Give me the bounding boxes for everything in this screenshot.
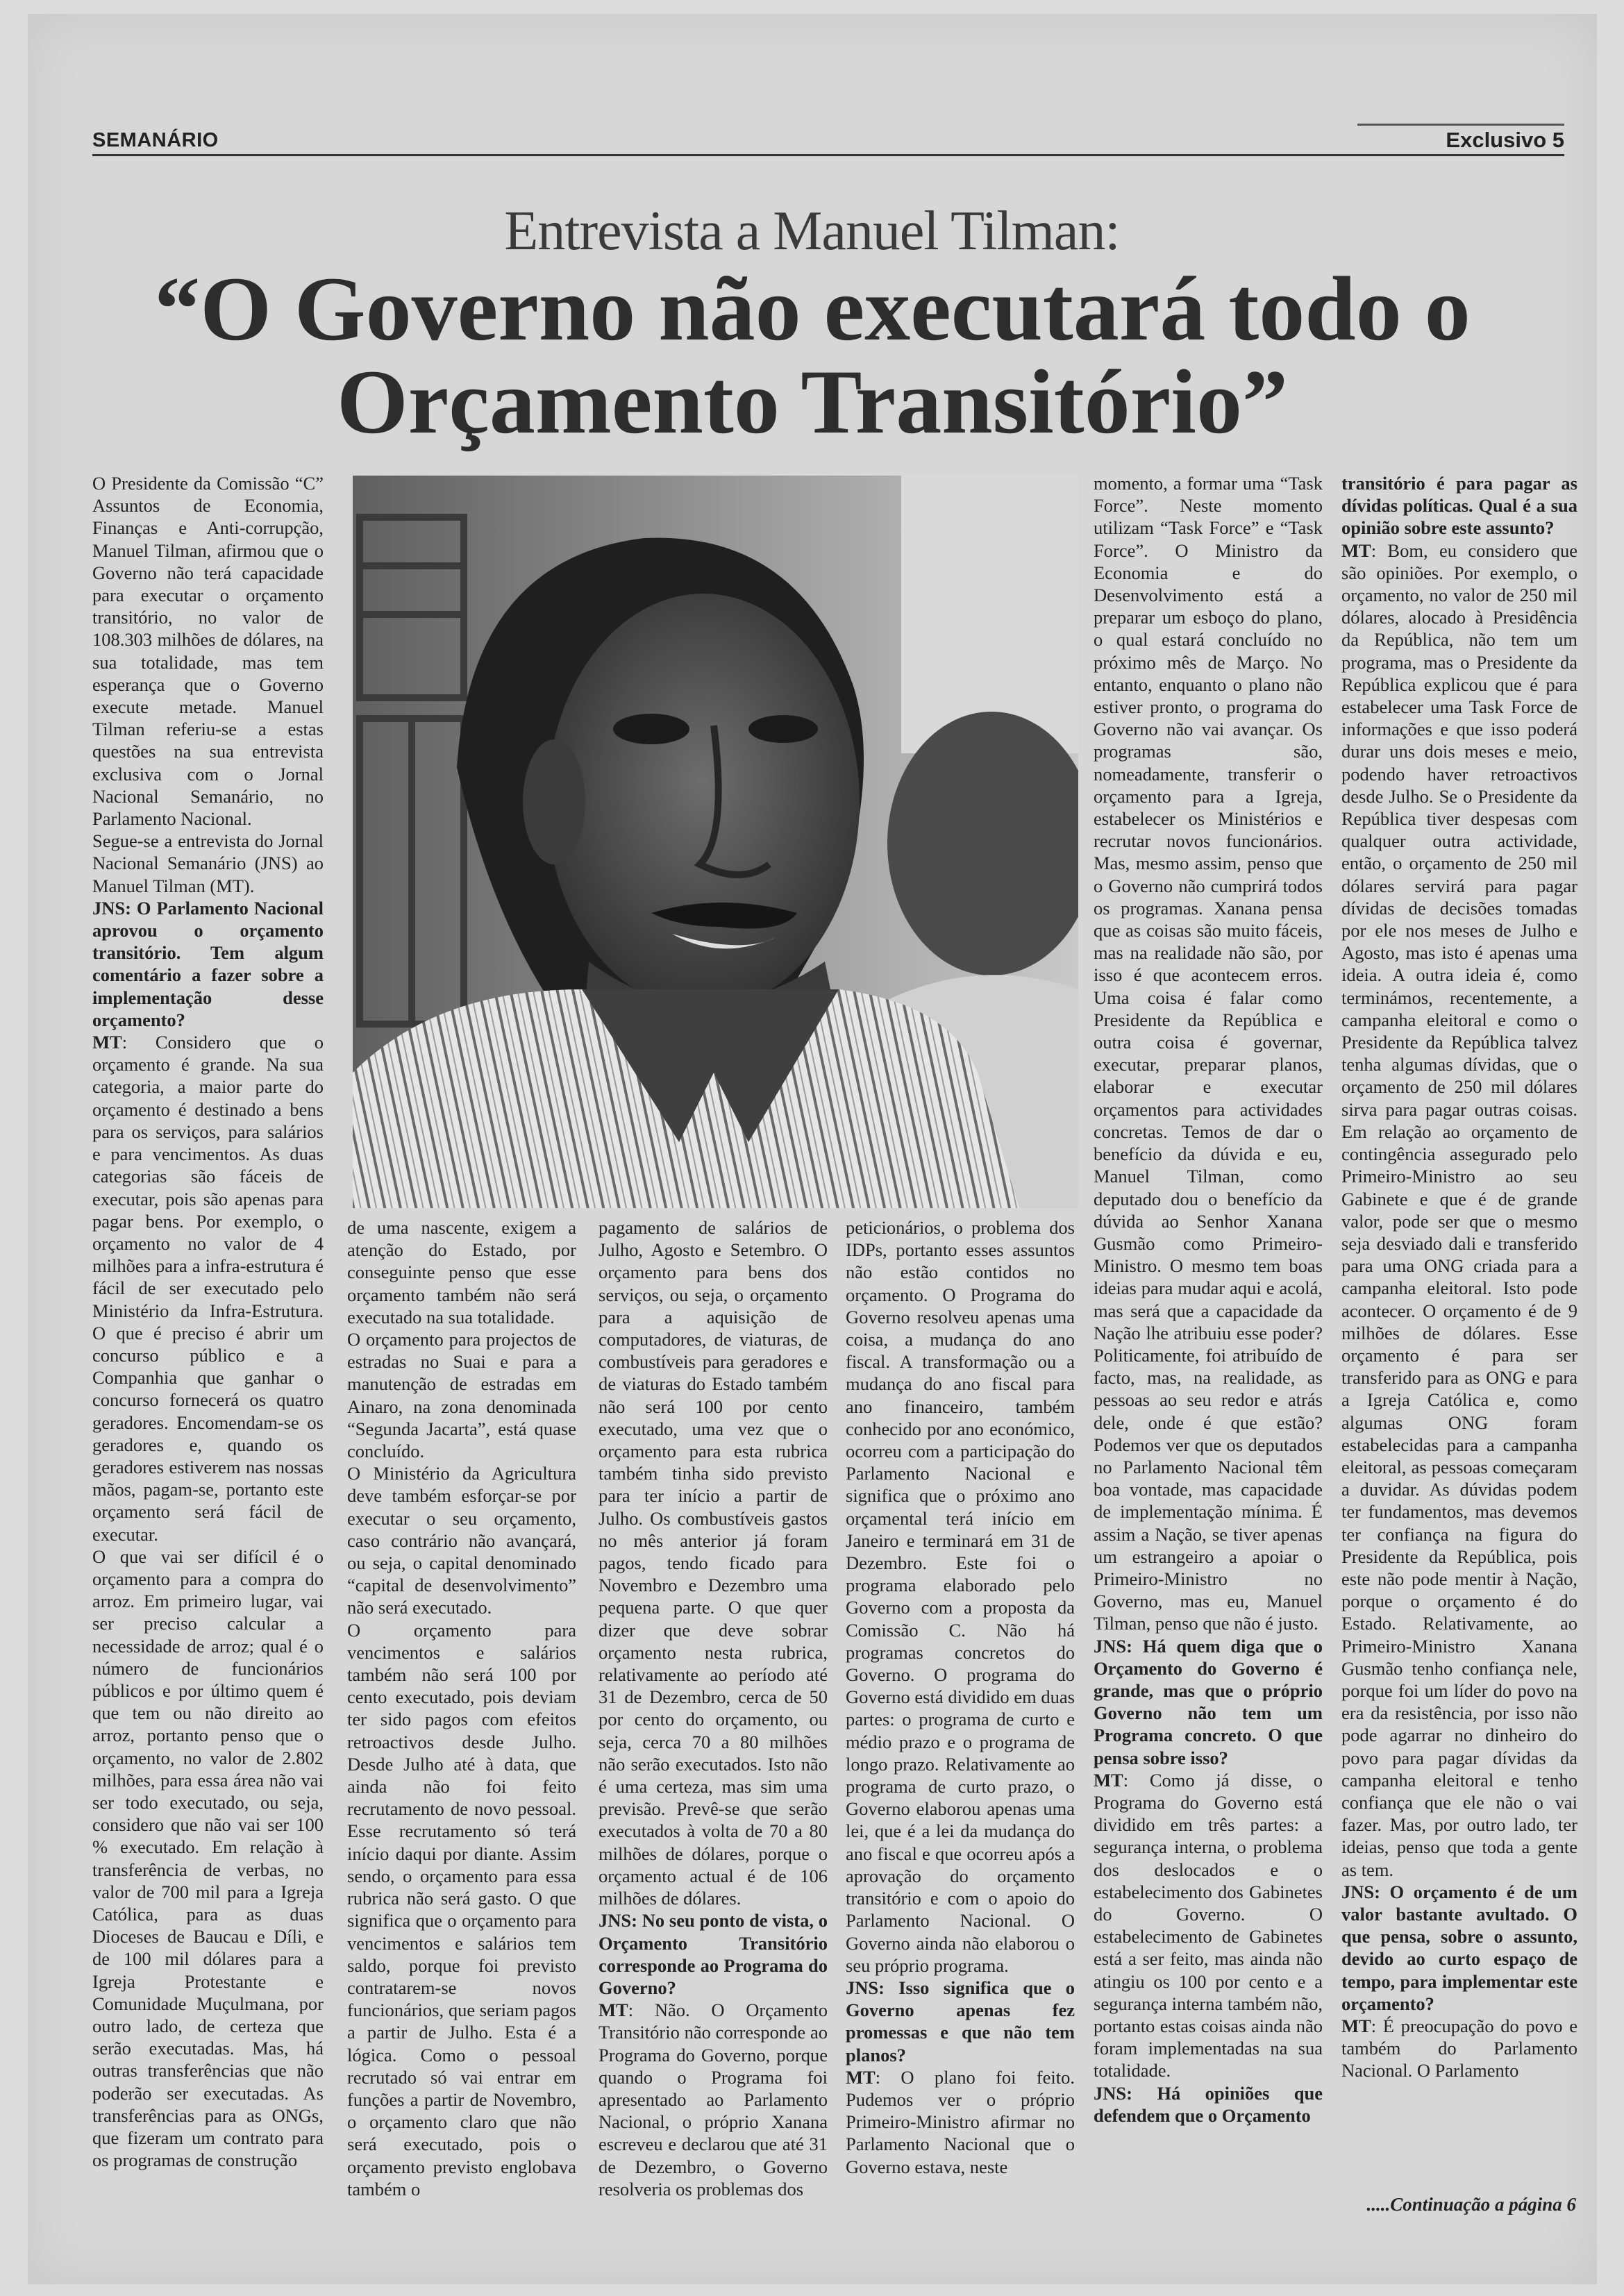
- interview-answer: [1094, 1769, 1323, 2082]
- answer-text: : Bom, eu considero que são opiniões. Por exemplo, o orçamento, no valor de 250 mil dólares, alocado à Presidência da República, não tem um programa, mas o Presidente da República explicou que é para estabelecer uma Task Force de informações e que isso poderá durar uns dois meses e meio, podendo haver retroactivos desde Julho. Se o Presidente da República tiver despesas com qualquer outra actividade, então, o orçamento de 250 mil dólares servirá para pagar dívidas de decisões tomadas por ele nos meses de Julho e Agosto, mas isto é apenas uma ideia. A outra ideia é, como terminámos, recentemente, a campanha eleitoral e como o Presidente da República talvez tenha algumas dívidas, que o orçamento de 250 mil dólares sirva para pagar outras coisas. Em relação ao orçamento de contingência assegurado pelo Primeiro-Ministro ao seu Gabinete e que é de grande valor, pode ser que o mesmo seja desviado dali e transferido para uma ONG criada para a campanha eleitoral. Isto pode acontecer. O orçamento é de 9 milhões de dólares. Esse orçamento é para ser transferido para as ONG e para a Igreja Católica e, como algumas ONG foram estabelecidas para a campanha eleitoral, as pessoas começaram a duvidar. As dúvidas podem ter fundamentos, mas devemos ter confiança na figura do Presidente da República, pois este não pode mentir à Nação, porque o orçamento é do Estado. Relativamente, ao Primeiro-Ministro Xanana Gusmão tenho confiança nele, porque foi um líder do povo na era da resistência, por isso não pode agarrar no dinheiro do povo para pagar dívidas da campanha eleitoral e tenho confiança que ele não o vai fazer. Mas, por outro lado, ter ideias, penso que toda a gente as tem.: [1341, 539, 1577, 1880]
- speaker-label: MT: [1094, 1769, 1123, 1791]
- answer-text: : Não. O Orçamento Transitório não corresponde ao Programa do Governo, porque quando o Programa foi apresentado ao Parlamento Nacional, o próprio Xanana escreveu e declarou que até 31 de Dezembro, o Governo resolveria os problemas dos: [598, 2000, 828, 2199]
- body-paragraph: momento, a formar uma “Task Force”. Neste momento utilizam “Task Force” e “Task Force”. O Ministro da Economia e do Desenvolvimento está a preparar um esboço do plano, o qual estará concluído no próximo mês de Março. No entanto, enquanto o plano não estiver pronto, o programa do Governo não vai avançar. Os programas são, nomeadamente, transferir o orçamento para a Igreja, estabelecer os Ministérios e recrutar novos funcionários. Mas, mesmo assim, penso que o Governo não cumprirá todos os programas. Xanana pensa que as coisas são muito fáceis, mas na realidade não são, por isso é que acontecem erros. Uma coisa é falar como Presidente da República e outra coisa é governar, executar, preparar planos, elaborar e executar orçamentos para actividades concretas. Temos de dar o benefício da dúvida e eu, Manuel Tilman, como deputado dou o benefício da dúvida ao Senhor Xanana Gusmão como Primeiro-Ministro. O mesmo tem boas ideias para mudar aqui e acolá, mas será que a capacidade da Nação lhe atribuiu esse poder? Politicamente, foi atribuído de facto, mas, na realidade, as pessoas ao seu redor e atrás dele, onde é que estão? Podemos ver que os deputados no Parlamento Nacional têm boa vontade, mas capacidade de implementação mínima. É assim a Nação, se tiver apenas um estrangeiro a apoiar o Primeiro-Ministro no Governo, mas eu, Manuel Tilman, penso que não é justo.: [1094, 473, 1323, 1634]
- interviewee-photo: [353, 476, 1078, 1208]
- body-paragraph: O Presidente da Comissão “C” Assuntos de Economia, Finanças e Anti-corrupção, Manuel Tilman, afirmou que o Governo não terá capacidade para executar o orçamento transitório, no valor de 108.303 milhões de dólares, na sua totalidade, mas tem esperança que o Governo execute metade. Manuel Tilman referiu-se a estas questões na sua entrevista exclusiva com o Jornal Nacional Semanário, no Parlamento Nacional.: [92, 473, 324, 830]
- body-paragraph: pagamento de salários de Julho, Agosto e Setembro. O orçamento para bens dos serviços, ou seja, o orçamento para a aquisição de computadores, de viaturas, de combustíveis para geradores e de viaturas do Estado também não será 100 por cento executado, uma vez que o orçamento para esta rubrica também tinha sido previsto para ter início a partir de Julho. Os combustíveis gastos no mês anterior já foram pagos, tendo ficado para Novembro e Dezembro uma pequena parte. O que quer dizer que deve sobrar orçamento nesta rubrica, relativamente ao período até 31 de Dezembro, cerca de 50 por cento do orçamento, ou seja, cerca 70 a 80 milhões não serão executados. Isto não é uma certeza, mas sim uma previsão. Prevê-se que serão executados à volta de 70 a 80 milhões de dólares, porque o orçamento actual é de 106 milhões de dólares.: [598, 1217, 828, 1909]
- interview-answer: [846, 2066, 1075, 2178]
- body-paragraph: peticionários, o problema dos IDPs, portanto esses assuntos não estão contidos no orçamento. O Programa do Governo resolveu apenas uma coisa, a mudança do ano fiscal. A transformação ou a mudança do ano fiscal para ano financeiro, também conhecido por ano económico, ocorreu com a participação do Parlamento Nacional e significa que o próximo ano orçamental terá início em Janeiro e terminará em 31 de Dezembro. Este foi o programa elaborado pelo Governo com a proposta da Comissão C. Não há programas concretos do Governo. O programa do Governo está dividido em duas partes: o programa de curto e médio prazo e o programa de longo prazo. Relativamente ao programa de curto prazo, o Governo elaborou apenas uma lei, que é a lei da mudança do ano fiscal e que ocorreu após a aprovação do orçamento transitório e com o apoio do Parlamento Nacional. O Governo ainda não elaborou o seu próprio programa.: [846, 1217, 1075, 1976]
- body-paragraph: Segue-se a entrevista do Jornal Nacional Semanário (JNS) ao Manuel Tilman (MT).: [92, 830, 324, 896]
- column-right-2: [1341, 472, 1577, 2180]
- column-mid-1: [347, 1216, 576, 2230]
- interview-question: JNS: Há quem diga que o Orçamento do Governo é grande, mas que o próprio Governo não tem um Programa concreto. O que pensa sobre isso?: [1094, 1635, 1323, 1768]
- article-headline: “O Governo não executará todo o Orçamento Transitório”: [154, 258, 1471, 453]
- column-mid-3: [846, 1216, 1075, 2230]
- interview-question: JNS: Há opiniões que defendem que o Orçamento: [1094, 2082, 1323, 2126]
- interview-question: transitório é para pagar as dívidas políticas. Qual é a sua opinião sobre este assunto?: [1341, 473, 1577, 539]
- speaker-label: MT: [1341, 539, 1371, 561]
- body-paragraph: O orçamento para vencimentos e salários também não será 100 por cento executado, pois deviam ter sido pagos com efeitos retroactivos desde Julho. Desde Julho até à data, que ainda não foi feito recrutamento de novo pessoal. Esse recrutamento só terá início daqui por diante. Assim sendo, o orçamento para essa rubrica não será gasto. O que significa que o orçamento para vencimentos e salários tem saldo, porque foi previsto contratarem-se novos funcionários, que seriam pagos a partir de Julho. Esta é a lógica. Como o pessoal recrutado só vai entrar em funções a partir de Novembro, o orçamento claro que não será executado, pois o orçamento previsto englobava também o: [347, 1619, 576, 2199]
- interview-answer: [1341, 2015, 1577, 2082]
- column-right-1: [1094, 472, 1323, 2229]
- answer-text: : Considero que o orçamento é grande. Na sua categoria, a maior parte do orçamento é destinado a bens para os serviços, para salários e para vencimentos. As duas categorias são fáceis de executar, pois são apenas para pagar bens. Por exemplo, o orçamento no valor de 4 milhões para a infra-estrutura é fácil de ser executado pelo Ministério da Infra-Estrutura. O que é preciso é abrir um concurso público e a Companhia que ganhar o concurso fornecerá os quatro geradores. Encomendam-se os geradores e, quando os geradores estiverem nas nossas mãos, pagam-se, portanto este orçamento será fácil de executar.: [92, 1032, 324, 1545]
- column-intro: [92, 472, 324, 2229]
- interview-question: JNS: Isso significa que o Governo apenas fez promessas e que não tem planos?: [846, 1977, 1075, 2065]
- interview-answer: [1341, 539, 1577, 1881]
- body-paragraph: O Ministério da Agricultura deve também esforçar-se por executar o seu orçamento, caso contrário não avançará, ou seja, o capital denominado “capital de desenvolvimento” não será executado.: [347, 1463, 576, 1618]
- interview-answer: [598, 1999, 828, 2200]
- body-paragraph: O que vai ser difícil é o orçamento para a compra do arroz. Em primeiro lugar, vai ser preciso calcular a necessidade de arroz; qual é o número de funcionários públicos e por último quem é que tem ou não direito ao arroz, portanto penso que o orçamento, no valor de 2.802 milhões, para essa área não vai ser todo executado, ou seja, considero que não vai ser 100 % executado. Em relação à transferência de verbas, no valor de 700 mil para a Igreja Católica, para as duas Dioceses de Baucau e Díli, e de 100 mil dólares para a Igreja Protestante e Comunidade Muçulmana, por outro lado, de certeza que serão executadas. Mas, há outras transferências que não poderão ser executadas. As transferências para as ONGs, que fizeram um contrato para os programas de construção: [92, 1545, 324, 2171]
- interview-question: JNS: O orçamento é de um valor bastante avultado. O que pensa, sobre o assunto, devido ao curto espaço de tempo, para implementar este orçamento?: [1341, 1881, 1577, 2014]
- speaker-label: MT: [1341, 2016, 1371, 2037]
- interview-question: JNS: No seu ponto de vista, o Orçamento Transitório corresponde ao Programa do Governo?: [598, 1910, 828, 1998]
- answer-text: : Como já disse, o Programa do Governo está dividido em três partes: a segurança interna, o problema dos deslocados e o estabelecimento dos Gabinetes do Governo. O estabelecimento de Gabinetes está a ser feito, mas ainda não atingiu os 100 por cento e a segurança interna também não, portanto estas coisas ainda não foram implementadas na sua totalidade.: [1094, 1769, 1323, 2081]
- speaker-label: MT: [598, 2000, 628, 2021]
- header-rule: [92, 154, 1564, 156]
- portrait-photo-icon: [353, 476, 1078, 1208]
- interview-answer: [92, 1031, 324, 1545]
- speaker-label: MT: [846, 2066, 876, 2088]
- body-paragraph: de uma nascente, exigem a atenção do Estado, por conseguinte penso que esse orçamento também não será executado na sua totalidade.: [347, 1217, 576, 1327]
- header-rule-right: [1357, 124, 1564, 126]
- speaker-label: MT: [92, 1032, 122, 1053]
- newspaper-name: SEMANÁRIO: [92, 129, 219, 151]
- article-kicker: Entrevista a Manuel Tilman:: [504, 201, 1120, 262]
- answer-text: : O plano foi feito. Pudemos ver o próprio Primeiro-Ministro afirmar no Parlamento Nacional que o Governo estava, neste: [846, 2066, 1075, 2177]
- section-page-label: Exclusivo 5: [1446, 128, 1564, 152]
- interview-question: JNS: O Parlamento Nacional aprovou o orçamento transitório. Tem algum comentário a fazer sobre a implementação desse orçamento?: [92, 897, 324, 1030]
- answer-text: : É preocupação do povo e também do Parlamento Nacional. O Parlamento: [1341, 2016, 1577, 2081]
- continuation-note: .....Continuação a página 6: [1366, 2194, 1576, 2215]
- column-mid-2: [598, 1216, 828, 2230]
- body-paragraph: O orçamento para projectos de estradas no Suai e para a manutenção de estradas em Ainaro, na zona denominada “Segunda Jacarta”, está quase concluído.: [347, 1329, 576, 1462]
